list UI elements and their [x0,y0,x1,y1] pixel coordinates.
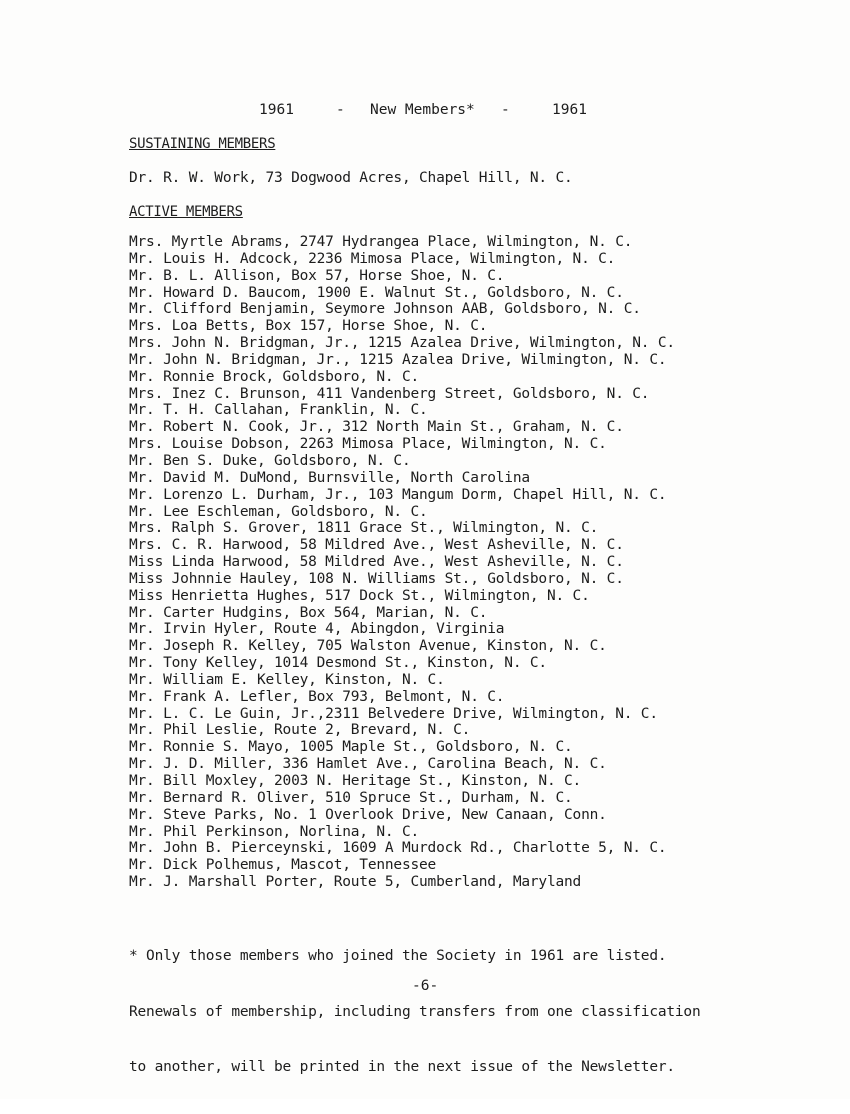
footnote-line: Renewals of membership, including transfers from one classification [129,1003,701,1020]
list-item: Mr. Dick Polhemus, Mascot, Tennessee [129,857,437,874]
page-number: -6- [412,978,439,994]
list-item: Mrs. Loa Betts, Box 157, Horse Shoe, N. C. [129,318,488,335]
list-item: Mrs. Louise Dobson, 2263 Mimosa Place, Wilmington, N. C. [129,436,607,453]
list-item: Miss Johnnie Hauley, 108 N. Williams St., Goldsboro, N. C. [129,570,624,587]
list-item: Mr. Lorenzo L. Durham, Jr., 103 Mangum Dorm, Chapel Hill, N. C. [129,486,667,503]
footnote-line: to another, will be printed in the next issue of the Newsletter. [129,1059,675,1075]
list-item: Mr. Bernard R. Oliver, 510 Spruce St., Durham, N. C. [129,789,573,806]
header-dash-left: - [336,102,345,118]
active-heading: ACTIVE MEMBERS [129,204,243,220]
header-year-left: 1961 [259,102,294,118]
sustaining-heading: SUSTAINING MEMBERS [129,136,276,152]
header-title: New Members* [370,102,475,118]
list-item: Mr. J. Marshall Porter, Route 5, Cumberland, Maryland [129,874,582,891]
list-item: Mr. T. H. Callahan, Franklin, N. C. [129,402,428,419]
header-dash-right: - [501,102,510,118]
header-year-right: 1961 [552,102,587,118]
list-item: Mrs. John N. Bridgman, Jr., 1215 Azalea Drive, Wilmington, N. C. [129,335,675,352]
list-item: Mr. Bill Moxley, 2003 N. Heritage St., Kinston, N. C. [129,773,582,789]
list-item: Mr. Clifford Benjamin, Seymore Johnson AAB, Goldsboro, N. C. [129,301,641,318]
list-item: Mr. Phil Perkinson, Norlina, N. C. [129,823,420,840]
active-members-list [129,234,675,891]
list-item: Mr. William E. Kelley, Kinston, N. C. [129,671,445,688]
list-item: Mr. Irvin Hyler, Route 4, Abingdon, Virginia [129,621,505,638]
list-item: Mr. Steve Parks, No. 1 Overlook Drive, New Canaan, Conn. [129,806,607,823]
list-item: Mr. Joseph R. Kelley, 705 Walston Avenue, Kinston, N. C. [129,638,607,655]
list-item: Mr. Ronnie Brock, Goldsboro, N. C. [129,368,420,385]
list-item: Mr. B. L. Allison, Box 57, Horse Shoe, N. C. [129,267,505,284]
list-item: Mr. Frank A. Lefler, Box 793, Belmont, N. C. [129,688,505,705]
list-item: Mr. L. C. Le Guin, Jr.,2311 Belvedere Drive, Wilmington, N. C. [129,705,658,722]
list-item: Miss Henrietta Hughes, 517 Dock St., Wilmington, N. C. [129,587,590,604]
list-item: Mr. David M. DuMond, Burnsville, North Carolina [129,469,530,486]
list-item: Mr. Ronnie S. Mayo, 1005 Maple St., Goldsboro, N. C. [129,739,573,756]
list-item: Miss Linda Harwood, 58 Mildred Ave., West Asheville, N. C. [129,554,624,571]
list-item: Mr. Robert N. Cook, Jr., 312 North Main St., Graham, N. C. [129,419,624,436]
list-item: Mr. Louis H. Adcock, 2236 Mimosa Place, Wilmington, N. C. [129,250,616,267]
list-item: Mr. John B. Pierceynski, 1609 A Murdock Rd., Charlotte 5, N. C. [129,840,667,857]
sustaining-member: Dr. R. W. Work, 73 Dogwood Acres, Chapel Hill, N. C. [129,170,573,186]
list-item: Mr. John N. Bridgman, Jr., 1215 Azalea Drive, Wilmington, N. C. [129,351,667,368]
footnote [129,910,701,1114]
list-item: Mr. Carter Hudgins, Box 564, Marian, N. C. [129,604,488,621]
list-item: Mrs. Ralph S. Grover, 1811 Grace St., Wilmington, N. C. [129,520,599,537]
list-item: Mrs. Inez C. Brunson, 411 Vandenberg Street, Goldsboro, N. C. [129,385,650,402]
list-item: Mr. Phil Leslie, Route 2, Brevard, N. C. [129,722,471,739]
list-item: Mr. Ben S. Duke, Goldsboro, N. C. [129,452,411,469]
list-item: Mrs. C. R. Harwood, 58 Mildred Ave., West Asheville, N. C. [129,537,624,554]
list-item: Mr. Tony Kelley, 1014 Desmond St., Kinston, N. C. [129,655,547,672]
list-item: Mr. J. D. Miller, 336 Hamlet Ave., Carolina Beach, N. C. [129,756,607,773]
list-item: Mr. Lee Eschleman, Goldsboro, N. C. [129,503,428,520]
footnote-line: * Only those members who joined the Society in 1961 are listed. [129,948,667,964]
list-item: Mrs. Myrtle Abrams, 2747 Hydrangea Place, Wilmington, N. C. [129,234,633,250]
list-item: Mr. Howard D. Baucom, 1900 E. Walnut St., Goldsboro, N. C. [129,284,624,301]
